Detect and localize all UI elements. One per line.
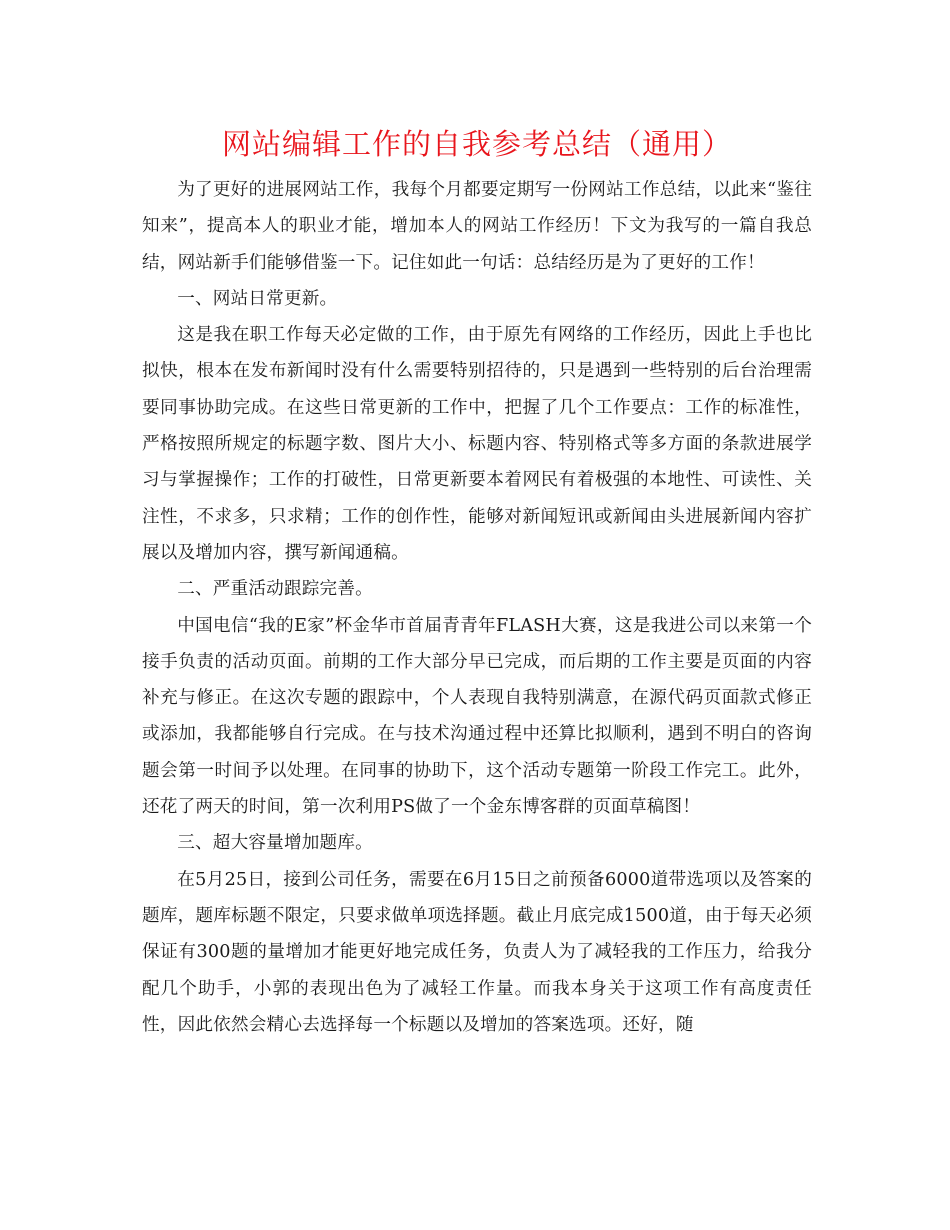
document-body (142, 172, 812, 1043)
section-heading-3: 三、超大容量增加题库。 (177, 833, 373, 854)
intro-paragraph: 为了更好的进展网站工作，我每个月都要定期写一份网站工作总结，以此来“鉴往知来”，提高本人的职业才能，增加本人的网站工作经历！下文为我写的一篇自我总结，网站新手们能够借鉴一下。记住如此一句话：总结经历是为了更好的工作！ (142, 180, 812, 273)
document-title: 网站编辑工作的自我参考总结（通用） (221, 127, 732, 161)
section-1-paragraph: 这是我在职工作每天必定做的工作，由于原先有网络的工作经历，因此上手也比拟快，根本在发布新闻时没有什么需要特别招待的，只是遇到一些特别的后台治理需要同事协助完成。在这些日常更新的工作中，把握了几个工作要点：工作的标准性，严格按照所规定的标题字数、图片大小、标题内容、特别格式等多方面的条款进展学习与掌握操作；工作的打破性，日常更新要本着网民有着极强的本地性、可读性、关注性，不求多，只求精；工作的创作性，能够对新闻短讯或新闻由头进展新闻内容扩展以及增加内容，撰写新闻通稿。 (142, 325, 812, 563)
section-3-paragraph: 在5月25日，接到公司任务，需要在6月15日之前预备6000道带选项以及答案的题库，题库标题不限定，只要求做单项选择题。截止月底完成1500道，由于每天必须保证有300题的量增加才能更好地完成任务，负责人为了减轻我的工作压力，给我分配几个助手，小郭的表现出色为了减轻工作量。而我本身关于这项工作有高度责任性，因此依然会精心去选择每一个标题以及增加的答案选项。还好，随 (142, 869, 812, 1035)
section-heading-2: 二、严重活动跟踪完善。 (177, 579, 373, 600)
section-heading-1: 一、网站日常更新。 (177, 288, 338, 309)
section-2-paragraph: 中国电信“我的E家”杯金华市首届青青年FLASH大赛，这是我进公司以来第一个接手负责的活动页面。前期的工作大部分早已完成，而后期的工作主要是页面的内容补充与修正。在这次专题的跟踪中，个人表现自我特别满意，在源代码页面款式修正或添加，我都能够自行完成。在与技术沟通过程中还算比拟顺利，遇到不明白的咨询题会第一时间予以处理。在同事的协助下，这个活动专题第一阶段工作完工。此外，还花了两天的时间，第一次利用PS做了一个金东博客群的页面草稿图！ (142, 615, 812, 818)
